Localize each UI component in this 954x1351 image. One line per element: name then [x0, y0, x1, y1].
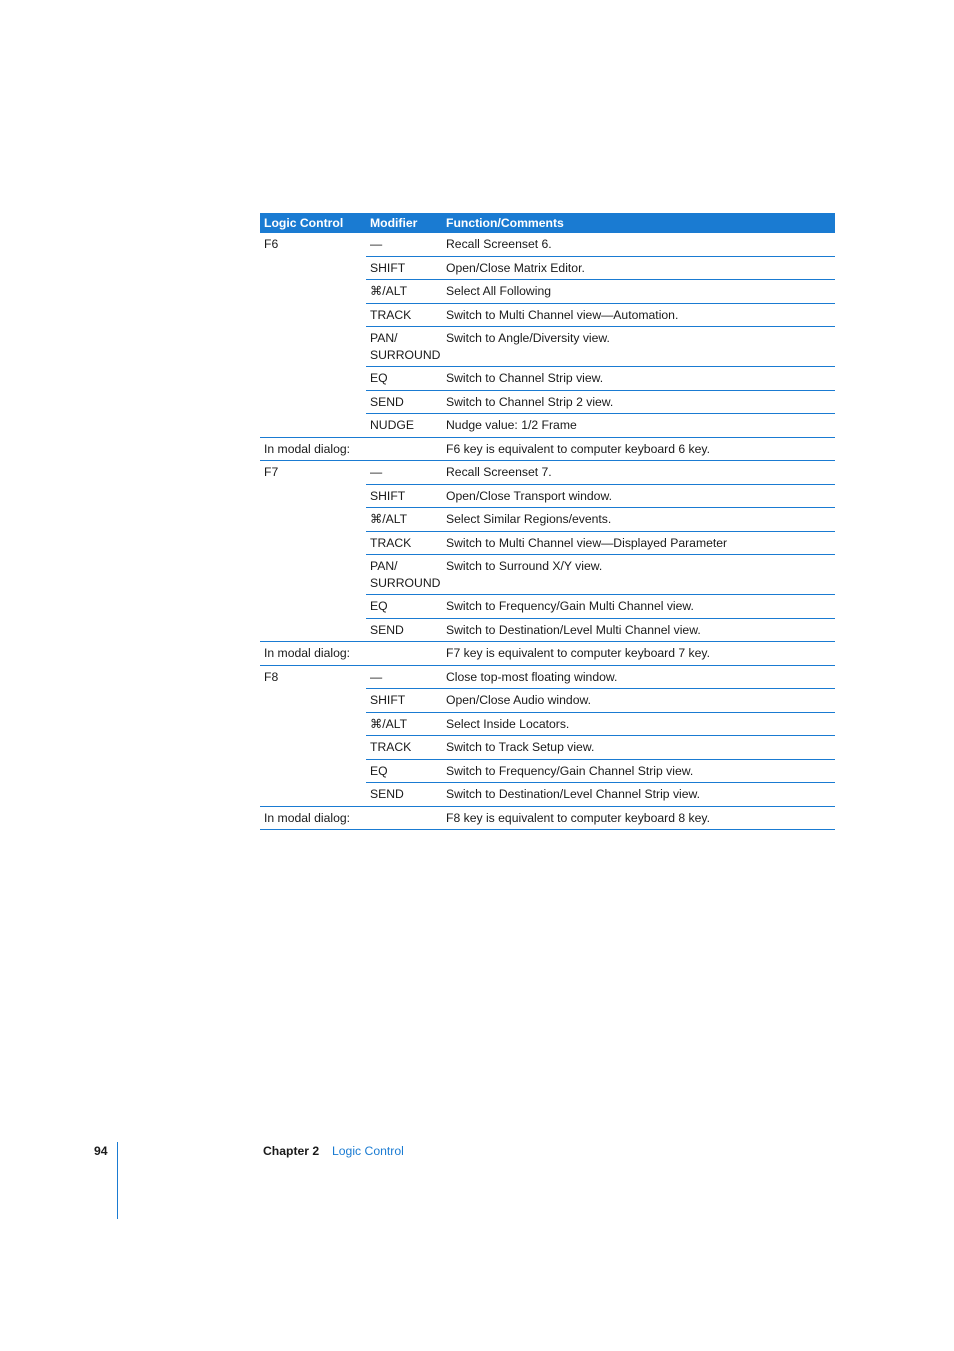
function-cell: Nudge value: 1/2 Frame — [442, 414, 835, 438]
function-cell: Open/Close Transport window. — [442, 484, 835, 508]
page-number: 94 — [94, 1144, 108, 1158]
function-cell: Switch to Channel Strip 2 view. — [442, 390, 835, 414]
function-cell: Select Similar Regions/events. — [442, 508, 835, 532]
function-cell: F7 key is equivalent to computer keyboard 7 key. — [442, 642, 835, 666]
modifier-cell: ⌘/ALT — [366, 508, 442, 532]
logic-control-cell: In modal dialog: — [260, 437, 366, 461]
modifier-cell: SHIFT — [366, 689, 442, 713]
logic-control-cell: In modal dialog: — [260, 642, 366, 666]
function-cell: Recall Screenset 7. — [442, 461, 835, 485]
function-cell: Select Inside Locators. — [442, 712, 835, 736]
table-row — [260, 233, 835, 256]
header-function-comments: Function/Comments — [442, 213, 835, 233]
modifier-cell: — — [366, 461, 442, 485]
header-logic-control: Logic Control — [260, 213, 366, 233]
function-table-container — [260, 213, 835, 830]
table-row — [260, 806, 835, 830]
function-cell: Switch to Frequency/Gain Channel Strip view. — [442, 759, 835, 783]
table-row — [260, 437, 835, 461]
chapter-label: Chapter 2 — [263, 1144, 320, 1158]
table-body — [260, 233, 835, 830]
function-cell: F8 key is equivalent to computer keyboard 8 key. — [442, 806, 835, 830]
modifier-cell: SHIFT — [366, 256, 442, 280]
modifier-cell — [366, 806, 442, 830]
modifier-cell: EQ — [366, 367, 442, 391]
modifier-cell: TRACK — [366, 736, 442, 760]
function-cell: Close top-most floating window. — [442, 665, 835, 689]
function-cell: Switch to Track Setup view. — [442, 736, 835, 760]
function-cell: F6 key is equivalent to computer keyboard 6 key. — [442, 437, 835, 461]
modifier-cell: NUDGE — [366, 414, 442, 438]
table-row — [260, 665, 835, 689]
modifier-cell — [366, 437, 442, 461]
function-cell: Switch to Multi Channel view—Automation. — [442, 303, 835, 327]
modifier-cell: SHIFT — [366, 484, 442, 508]
logic-control-cell: In modal dialog: — [260, 806, 366, 830]
function-cell: Switch to Channel Strip view. — [442, 367, 835, 391]
function-cell: Switch to Multi Channel view—Displayed Parameter — [442, 531, 835, 555]
modifier-cell: SEND — [366, 618, 442, 642]
function-cell: Open/Close Audio window. — [442, 689, 835, 713]
chapter-title-link[interactable]: Logic Control — [332, 1144, 404, 1158]
table-row — [260, 461, 835, 485]
function-table — [260, 213, 835, 830]
table-header-row — [260, 213, 835, 233]
modifier-cell: SEND — [366, 390, 442, 414]
modifier-cell: — — [366, 233, 442, 256]
modifier-cell: PAN/ SURROUND — [366, 555, 442, 595]
modifier-cell: EQ — [366, 595, 442, 619]
function-cell: Switch to Angle/Diversity view. — [442, 327, 835, 367]
footer-divider — [117, 1142, 118, 1219]
function-cell: Switch to Destination/Level Channel Strip view. — [442, 783, 835, 807]
logic-control-cell: F7 — [260, 461, 366, 642]
modifier-cell — [366, 642, 442, 666]
header-modifier: Modifier — [366, 213, 442, 233]
modifier-cell: — — [366, 665, 442, 689]
function-cell: Open/Close Matrix Editor. — [442, 256, 835, 280]
logic-control-cell: F8 — [260, 665, 366, 806]
logic-control-cell: F6 — [260, 233, 366, 437]
function-cell: Recall Screenset 6. — [442, 233, 835, 256]
function-cell: Switch to Frequency/Gain Multi Channel view. — [442, 595, 835, 619]
function-cell: Select All Following — [442, 280, 835, 304]
modifier-cell: PAN/ SURROUND — [366, 327, 442, 367]
function-cell: Switch to Destination/Level Multi Channel view. — [442, 618, 835, 642]
modifier-cell: TRACK — [366, 303, 442, 327]
modifier-cell: ⌘/ALT — [366, 280, 442, 304]
table-row — [260, 642, 835, 666]
modifier-cell: SEND — [366, 783, 442, 807]
function-cell: Switch to Surround X/Y view. — [442, 555, 835, 595]
modifier-cell: ⌘/ALT — [366, 712, 442, 736]
modifier-cell: EQ — [366, 759, 442, 783]
modifier-cell: TRACK — [366, 531, 442, 555]
